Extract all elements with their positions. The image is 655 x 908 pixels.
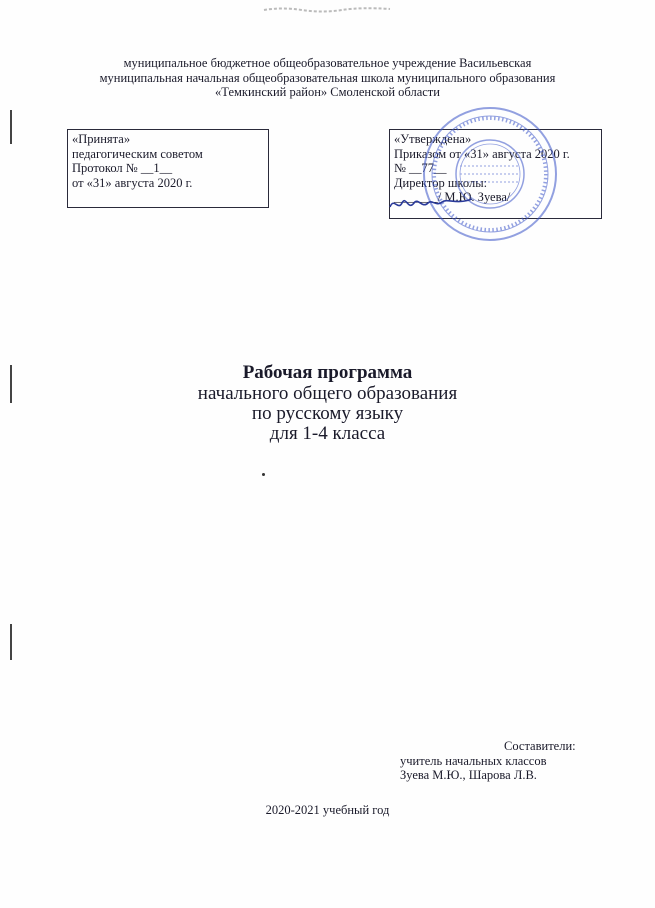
- approved-line: Директор школы:: [394, 175, 488, 190]
- school-header: [0, 56, 655, 100]
- header-line: муниципальное бюджетное общеобразовательное учреждение Васильевская: [123, 56, 532, 70]
- school-stamp: [420, 104, 560, 244]
- accepted-line: Протокол № __1__: [72, 161, 173, 175]
- approved-line: _______/ М.Ю. Зуева/: [394, 190, 511, 204]
- accepted-line: «Принята»: [72, 132, 131, 146]
- authors-line: Зуева М.Ю., Шарова Л.В.: [400, 768, 537, 782]
- header-line: «Темкинский район» Смоленской области: [215, 85, 440, 99]
- document-title: [0, 362, 655, 444]
- accepted-line: от «31» августа 2020 г.: [72, 175, 193, 190]
- approved-line: Приказом от «31» августа 2020 г.: [394, 146, 570, 161]
- scan-smudge: [262, 6, 392, 14]
- title-line: для 1-4 класса: [269, 423, 386, 444]
- binder-mark: [10, 624, 12, 660]
- title-line: начального общего образования: [197, 383, 458, 404]
- header-line: муниципальная начальная общеобразовательная школа муниципального образования: [99, 70, 556, 85]
- binder-mark: [10, 110, 12, 144]
- approved-line: № __77__: [394, 161, 447, 175]
- authors-heading: Составители:: [504, 739, 576, 753]
- authors-line: учитель начальных классов: [400, 753, 547, 768]
- accepted-box: [67, 129, 269, 208]
- director-signature: [386, 193, 476, 215]
- accepted-line: педагогическим советом: [72, 146, 203, 161]
- academic-year: 2020-2021 учебный год: [265, 803, 390, 817]
- authors-block: [400, 739, 620, 783]
- approved-line: «Утверждена»: [394, 132, 472, 146]
- title-main: Рабочая программа: [242, 362, 413, 383]
- stray-dot: [262, 473, 265, 476]
- title-line: по русскому языку: [251, 403, 404, 424]
